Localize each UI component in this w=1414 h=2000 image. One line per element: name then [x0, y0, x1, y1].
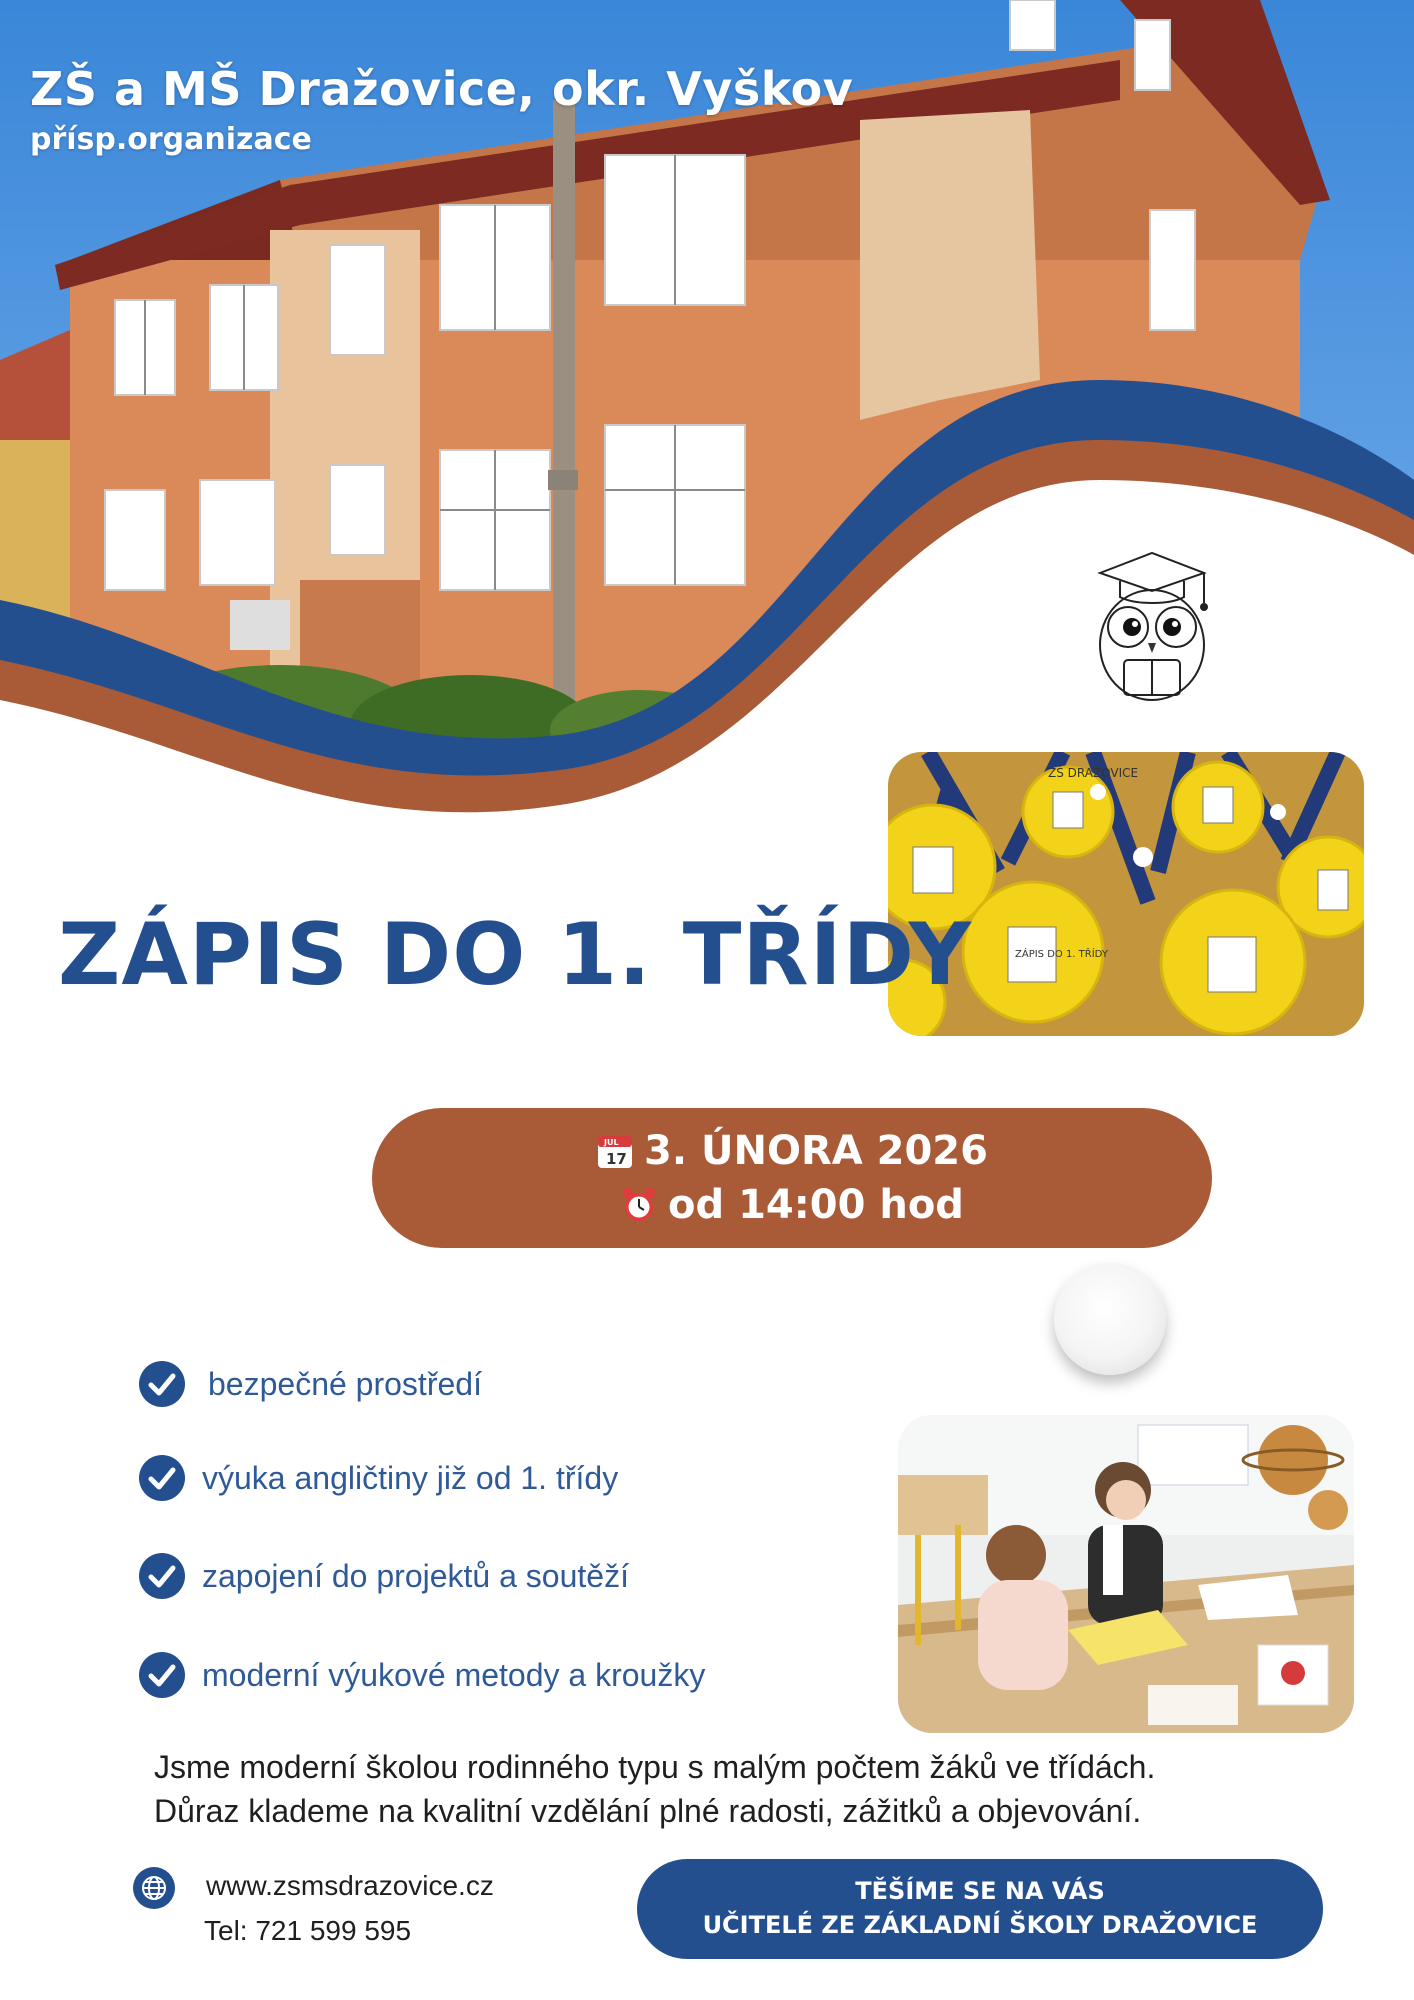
calendar-icon — [596, 1132, 634, 1170]
benefit-text: moderní výukové metody a kroužky — [202, 1656, 706, 1693]
list-item — [138, 1552, 629, 1600]
description-line: Jsme moderní školou rodinného typu s malým počtem žáků ve třídách. — [154, 1749, 1156, 1785]
owl-illustration — [1080, 545, 1220, 705]
classroom-photo — [898, 1415, 1354, 1733]
event-time: od 14:00 hod — [668, 1182, 964, 1228]
decorative-white-badge — [1054, 1263, 1166, 1375]
check-circle-icon — [138, 1360, 186, 1408]
list-item — [138, 1651, 705, 1699]
event-time-row — [372, 1178, 1212, 1232]
page-title: ZÁPIS DO 1. TŘÍDY — [58, 905, 972, 1005]
list-item — [138, 1360, 482, 1408]
medal-top-text: ZŠ DRAŽOVICE — [1048, 766, 1139, 780]
school-subtitle: přísp.organizace — [30, 122, 312, 157]
event-date-row — [372, 1124, 1212, 1178]
benefit-text: výuka angličtiny již od 1. třídy — [202, 1459, 619, 1496]
svg-text:JUL: JUL — [604, 1138, 619, 1147]
footer-line-1: TĚŠÍME SE NA VÁS — [855, 1877, 1105, 1905]
phone-number: Tel: 721 599 595 — [204, 1915, 412, 1946]
list-item — [138, 1454, 618, 1502]
event-date: 3. ÚNORA 2026 — [644, 1128, 988, 1174]
globe-icon — [132, 1866, 176, 1910]
website-link[interactable]: www.zsmsdrazovice.cz — [206, 1870, 494, 1901]
benefit-text: zapojení do projektů a soutěží — [202, 1557, 629, 1594]
alarm-clock-icon — [620, 1186, 658, 1224]
check-circle-icon — [138, 1651, 186, 1699]
footer-banner — [637, 1859, 1323, 1959]
description-line: Důraz klademe na kvalitní vzdělání plné radosti, zážitků a objevování. — [154, 1793, 1142, 1829]
school-name: ZŠ a MŠ Dražovice, okr. Vyškov — [30, 62, 854, 116]
footer-line-2: UČITELÉ ZE ZÁKLADNÍ ŠKOLY DRAŽOVICE — [702, 1911, 1258, 1939]
event-date-badge — [372, 1108, 1212, 1248]
benefit-text: bezpečné prostředí — [208, 1365, 482, 1402]
medal-inner-text: ZÁPIS DO 1. TŘÍDY — [1015, 949, 1108, 960]
school-description — [154, 1745, 1155, 1833]
check-circle-icon — [138, 1454, 186, 1502]
check-circle-icon — [138, 1552, 186, 1600]
svg-text:17: 17 — [606, 1150, 627, 1168]
